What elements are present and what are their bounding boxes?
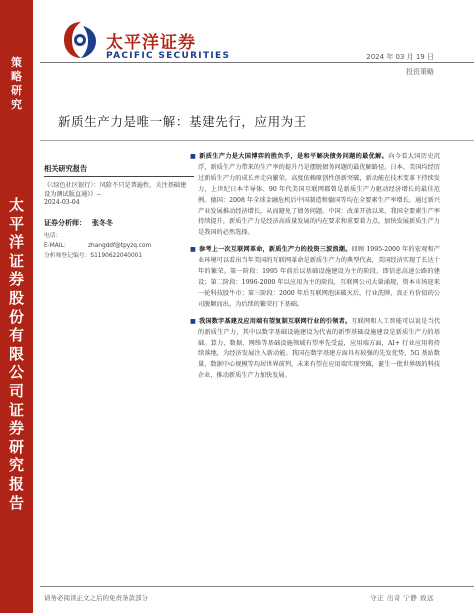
paragraph-2-text: 回顾 1995-2000 年的宏观和产业环境可以看出当年美国的互联网革命是新质生产力的典型代表，美国经济实现了长达十年的繁荣。第一阶段：1995 年前后以基础设施建设为主的阶段，即信息高速公路的建设；第二阶段：1996-2000 年以应用为主的阶段，互联网公司大量涌现，资本市场迎来一轮科技股牛市；第三阶段：2000 年后互联网泡沫破灭后，行业洗牌，真正有价值的公司脱颖而出，为后续的繁荣打下基础。 xyxy=(198,246,440,308)
logo-chinese-name: 太平洋证券 xyxy=(106,33,196,53)
report-body xyxy=(190,152,441,577)
bullet-icon: ■ xyxy=(190,317,197,325)
sidebar-band xyxy=(0,0,33,613)
logo-mark-icon xyxy=(62,20,100,60)
contact-email-value[interactable]: zhangddf@tpyzq.com xyxy=(88,243,152,250)
body-paragraph-1 xyxy=(190,152,441,239)
paragraph-3-text: 互联网和人工智能可以说是当代的新质生产力，其中以数字基础设施建设为代表的新型基础设施建设是新质生产力的基础。算力、数据、网络等基础设施领域有望率先受益，应用端方面，AI+ 行业应用将持续落地，为经济发展注入新动能。我国在数字基建方面具有较强的先发优势，5G 基站数量、数据中心规模等均居世界前列，未来有望在应用端实现突破，诞生一批世界级的科技企业，推动新质生产力加快发展。 xyxy=(198,317,441,380)
title-divider xyxy=(40,140,474,141)
paragraph-2-lead: 参考上一次互联网革命，新质生产力的投资三波浪潮。 xyxy=(199,246,352,254)
contact-phone-label: 电话： xyxy=(44,233,62,240)
related-reports-heading: 相关研究报告 xyxy=(44,164,194,177)
analyst-heading xyxy=(44,218,190,228)
report-date: 2024 年 03 月 19 日 xyxy=(366,53,434,61)
analyst-label: 证券分析师： xyxy=(44,218,86,228)
footer-disclaimer: 请务必阅读正文之后的免责条款部分 xyxy=(44,594,148,602)
contact-registration xyxy=(44,251,190,261)
related-report-link[interactable]: 《〈绿色社区银行〉：风险不只是普遍性，关注基础建设为测试版直通》》-- xyxy=(44,182,187,198)
sidebar-category-label: 策略研究 xyxy=(11,56,22,111)
report-category: 投资策略 xyxy=(406,68,434,76)
left-info-column xyxy=(44,164,190,261)
report-title: 新质生产力是唯一解：基建先行，应用为王 xyxy=(58,114,307,129)
contact-phone xyxy=(44,231,190,241)
analyst-contact xyxy=(44,231,190,261)
sidebar-company-label: 太平洋证券股份有限公司证券研究报告 xyxy=(8,196,24,512)
bullet-icon: ■ xyxy=(190,153,197,160)
paragraph-1-lead: 新质生产力是大国博弈的胜负手，是和平解决债务问题的最优解。 xyxy=(199,153,389,160)
analyst-name: 张冬冬 xyxy=(92,218,113,228)
contact-email xyxy=(44,241,190,251)
body-paragraph-3 xyxy=(190,317,441,382)
paragraph-1-text: 向今看大国历史沉浮，新质生产力带来的生产率的提升乃是摆脱债务问题的最优解路径。日本、美国均经历过新质生产力的成长并走向繁荣，高度依赖原创性创新突破，新动能在技术变革下持续发力，上世纪日本半导体、90 年代美国互联网都曾是新质生产力驱动经济增长的最佳范例。德国：2008 年全球金融危机后中国制造和德国等均在全要素生产率增长，通过新兴产业发展推动经济增长，从而避免了债务问题。中国：改革开放以来，我国全要素生产率持续提升，新质生产力是经济高质量发展的内在要求和重要着力点，加快发展新质生产力是我国的必然选择。 xyxy=(198,153,441,237)
logo-english-name: PACIFIC SECURITIES xyxy=(106,51,231,61)
paragraph-3-lead: 我国数字基建及应用端有望复制互联网行业的引领者。 xyxy=(199,317,352,325)
body-paragraph-2 xyxy=(190,245,440,310)
bullet-icon: ■ xyxy=(190,246,197,254)
contact-registration-label: 分析师登记编号： xyxy=(44,253,91,260)
related-report-date: 2024-03-04 xyxy=(44,199,80,207)
footer-slogan: 守正 出奇 宁静 致远 xyxy=(370,594,434,602)
contact-email-label: E-MAIL： xyxy=(44,243,70,250)
footer-divider xyxy=(40,586,474,587)
contact-registration-value: S1190622040001 xyxy=(90,253,143,260)
header-divider xyxy=(40,62,474,63)
